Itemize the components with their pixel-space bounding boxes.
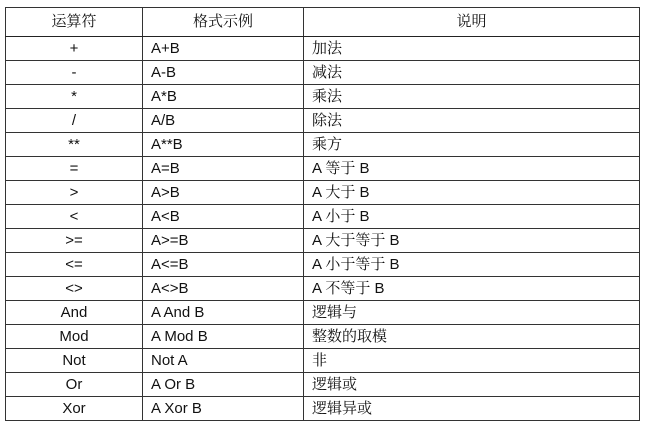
- cell-operator: >=: [6, 229, 143, 253]
- table-row: [6, 109, 640, 133]
- cell-example: A Xor B: [143, 397, 304, 421]
- header-example: 格式示例: [143, 8, 304, 37]
- cell-example: A/B: [143, 109, 304, 133]
- cell-operator: /: [6, 109, 143, 133]
- cell-operator: **: [6, 133, 143, 157]
- cell-operator: <=: [6, 253, 143, 277]
- cell-operator: >: [6, 181, 143, 205]
- table-row: [6, 301, 640, 325]
- cell-description: 逻辑异或: [304, 397, 640, 421]
- cell-description: 非: [304, 349, 640, 373]
- cell-operator: +: [6, 37, 143, 61]
- cell-description: A 小于 B: [304, 205, 640, 229]
- cell-example: A And B: [143, 301, 304, 325]
- cell-example: A**B: [143, 133, 304, 157]
- cell-operator: Mod: [6, 325, 143, 349]
- table-row: [6, 397, 640, 421]
- cell-description: 乘方: [304, 133, 640, 157]
- cell-description: A 等于 B: [304, 157, 640, 181]
- cell-description: A 不等于 B: [304, 277, 640, 301]
- cell-description: 加法: [304, 37, 640, 61]
- header-description: 说明: [304, 8, 640, 37]
- table-row: [6, 37, 640, 61]
- cell-example: A<=B: [143, 253, 304, 277]
- cell-example: A+B: [143, 37, 304, 61]
- table-row: [6, 61, 640, 85]
- header-operator: 运算符: [6, 8, 143, 37]
- table-row: [6, 181, 640, 205]
- header-row: [6, 8, 640, 37]
- cell-operator: <: [6, 205, 143, 229]
- cell-description: A 大于 B: [304, 181, 640, 205]
- cell-example: A-B: [143, 61, 304, 85]
- table-row: [6, 133, 640, 157]
- cell-example: A<>B: [143, 277, 304, 301]
- table-row: [6, 253, 640, 277]
- operator-table: [5, 7, 640, 421]
- table-row: [6, 325, 640, 349]
- cell-example: A>=B: [143, 229, 304, 253]
- cell-operator: <>: [6, 277, 143, 301]
- table-row: [6, 349, 640, 373]
- table-row: [6, 157, 640, 181]
- cell-description: 整数的取模: [304, 325, 640, 349]
- table-row: [6, 85, 640, 109]
- cell-example: A Or B: [143, 373, 304, 397]
- cell-example: A<B: [143, 205, 304, 229]
- cell-example: Not A: [143, 349, 304, 373]
- table-row: [6, 277, 640, 301]
- cell-operator: =: [6, 157, 143, 181]
- cell-description: A 小于等于 B: [304, 253, 640, 277]
- cell-example: A*B: [143, 85, 304, 109]
- cell-operator: Xor: [6, 397, 143, 421]
- table-row: [6, 229, 640, 253]
- table-row: [6, 373, 640, 397]
- table-row: [6, 205, 640, 229]
- cell-description: 除法: [304, 109, 640, 133]
- cell-operator: -: [6, 61, 143, 85]
- cell-operator: And: [6, 301, 143, 325]
- cell-operator: *: [6, 85, 143, 109]
- cell-description: A 大于等于 B: [304, 229, 640, 253]
- cell-operator: Not: [6, 349, 143, 373]
- cell-description: 逻辑或: [304, 373, 640, 397]
- cell-example: A Mod B: [143, 325, 304, 349]
- cell-example: A=B: [143, 157, 304, 181]
- cell-description: 减法: [304, 61, 640, 85]
- cell-description: 乘法: [304, 85, 640, 109]
- cell-operator: Or: [6, 373, 143, 397]
- cell-example: A>B: [143, 181, 304, 205]
- cell-description: 逻辑与: [304, 301, 640, 325]
